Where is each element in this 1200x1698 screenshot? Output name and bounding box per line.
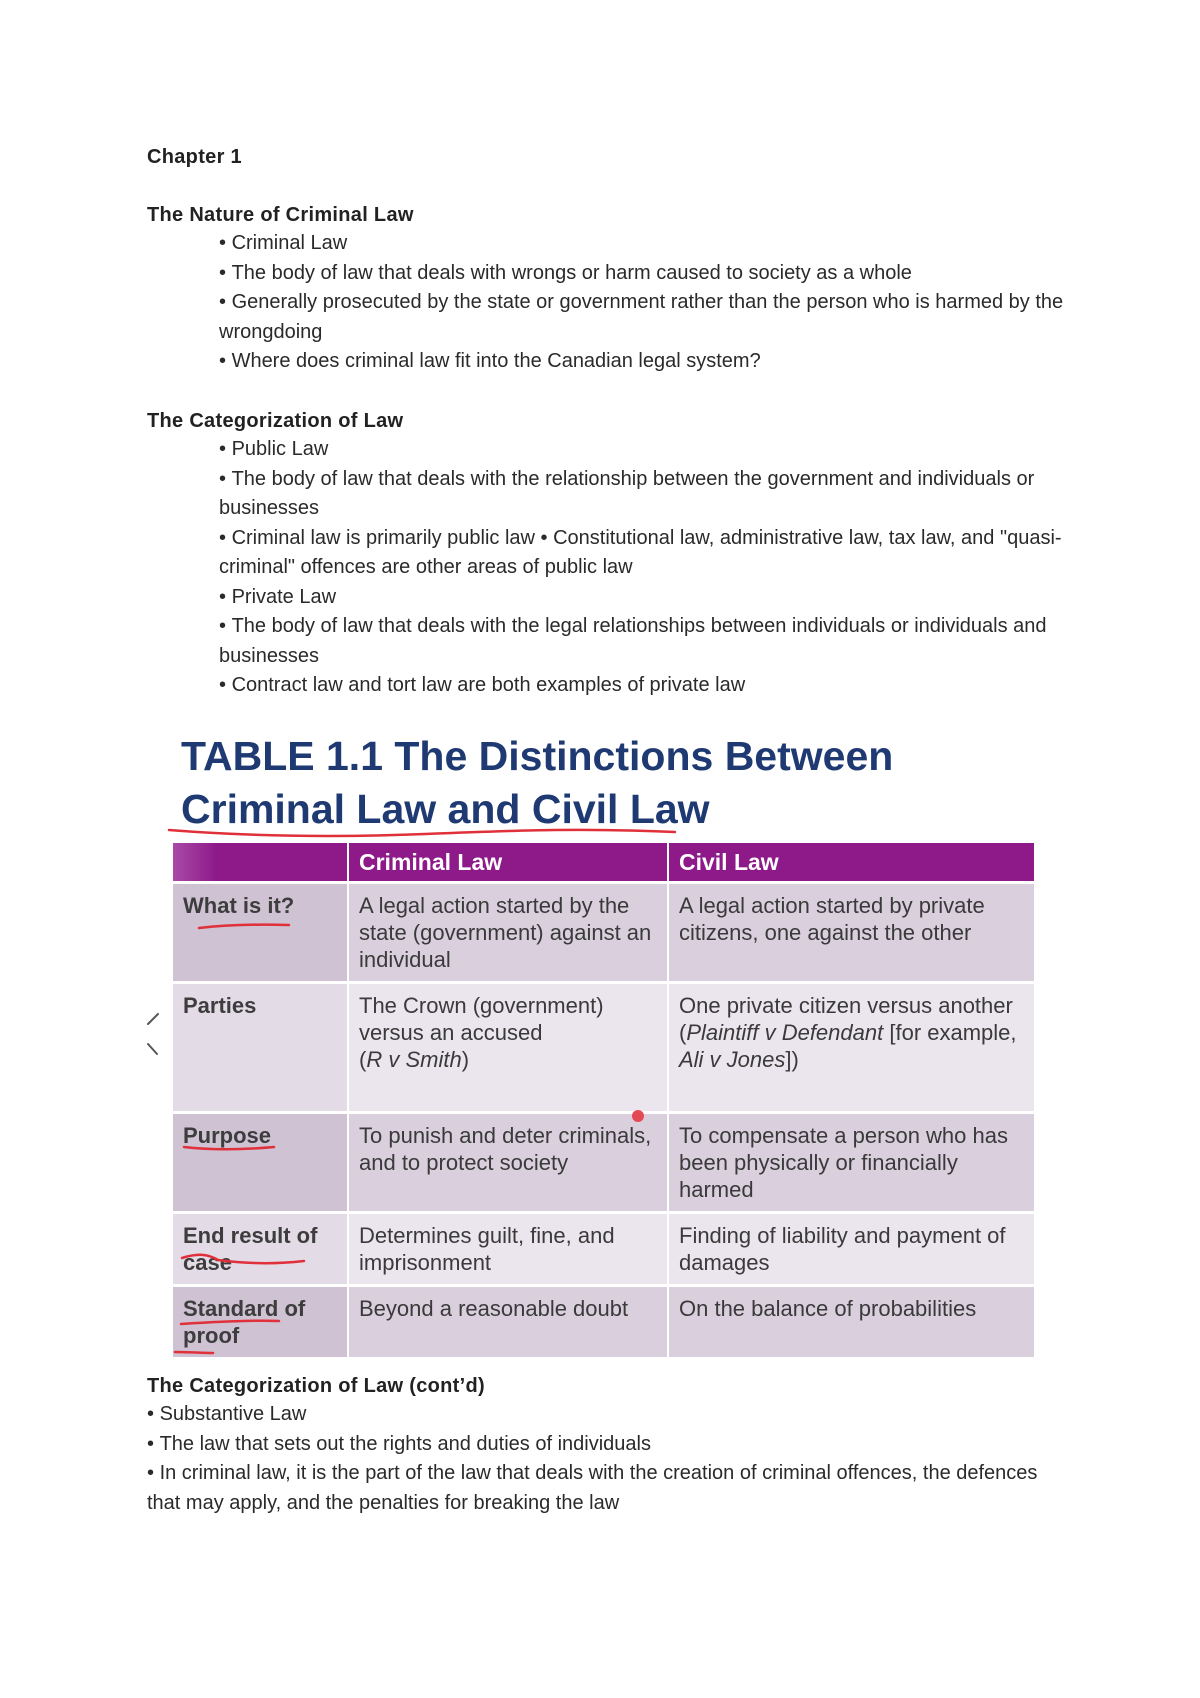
column-header-civil-law: Civil Law [668, 843, 1035, 883]
bullet-list [219, 435, 1067, 701]
section-heading: The Categorization of Law (cont’d) [147, 1375, 485, 1397]
case-name: Ali v Jones [679, 1047, 786, 1072]
column-header-empty [173, 843, 348, 883]
distinctions-table [173, 843, 1036, 1357]
list-item: • Public Law [219, 435, 1067, 465]
list-item: • Private Law [219, 583, 1067, 613]
cell-text: One private citizen versus another [679, 993, 1013, 1018]
table-row [173, 1213, 1035, 1286]
red-dot-annotation [630, 1108, 646, 1124]
handwritten-underline-annotation [165, 822, 685, 842]
table-row [173, 1286, 1035, 1358]
civil-cell: One private citizen versus another (Plaintiff v Defendant [for example, Ali v Jones]) [668, 983, 1035, 1113]
civil-cell: Finding of liability and payment of damages [668, 1213, 1035, 1286]
list-item: • Contract law and tort law are both examples of private law [219, 671, 1067, 701]
table-row [173, 883, 1035, 983]
case-name: R v Smith [366, 1047, 462, 1072]
table-row [173, 983, 1035, 1113]
handwritten-underline-annotation [180, 1140, 280, 1154]
list-item: • The law that sets out the rights and duties of individuals [147, 1430, 1067, 1460]
row-label: Parties [173, 983, 348, 1113]
row-label: Standard of proof [173, 1286, 348, 1358]
civil-cell: On the balance of probabilities [668, 1286, 1035, 1358]
civil-cell: To compensate a person who has been physically or financially harmed [668, 1113, 1035, 1213]
table-row [173, 1113, 1035, 1213]
section-heading: The Nature of Criminal Law [147, 204, 414, 226]
list-item: • Criminal Law [219, 229, 1067, 259]
section-categorization-of-law-contd [147, 1375, 1067, 1518]
cell-text: The Crown (government) versus an accused [359, 993, 604, 1045]
list-item: • Criminal law is primarily public law • Constitutional law, administrative law, tax law, and "quasi-criminal" offences are other areas of public law [219, 524, 1067, 583]
bullet-list [147, 1400, 1067, 1518]
criminal-cell: The Crown (government) versus an accused (R v Smith) [348, 983, 668, 1113]
chapter-label: Chapter 1 [147, 146, 242, 168]
list-item: • Where does criminal law fit into the Canadian legal system? [219, 347, 1067, 377]
cell-text: [for example, [889, 1020, 1017, 1045]
table-title: TABLE 1.1 The Distinctions Between Criminal Law and Civil Law [181, 733, 894, 832]
case-name: Plaintiff v Defendant [686, 1020, 884, 1045]
section-categorization-of-law [147, 410, 1067, 701]
handwritten-underline-annotation [195, 920, 295, 934]
column-header-criminal-law: Criminal Law [348, 843, 668, 883]
section-nature-of-criminal-law [147, 204, 1067, 377]
criminal-cell: Determines guilt, fine, and imprisonment [348, 1213, 668, 1286]
list-item: • Generally prosecuted by the state or government rather than the person who is harmed by the wrongdoing [219, 288, 1067, 347]
cell-text: ]) [785, 1047, 799, 1072]
handwritten-underline-annotation [173, 1318, 293, 1358]
list-item: • The body of law that deals with the relationship between the government and individuals or businesses [219, 465, 1067, 524]
table-header-row [173, 843, 1035, 883]
criminal-cell: To punish and deter criminals, and to protect society [348, 1113, 668, 1213]
civil-cell: A legal action started by private citizens, one against the other [668, 883, 1035, 983]
section-heading: The Categorization of Law [147, 410, 404, 432]
row-label: End result of case [173, 1213, 348, 1286]
criminal-cell: A legal action started by the state (government) against an individual [348, 883, 668, 983]
list-item: • The body of law that deals with wrongs or harm caused to society as a whole [219, 259, 1067, 289]
list-item: • The body of law that deals with the legal relationships between individuals or individuals and businesses [219, 612, 1067, 671]
handwritten-underline-annotation [178, 1250, 308, 1272]
row-label: What is it? [173, 883, 348, 983]
list-item: • Substantive Law [147, 1400, 1067, 1430]
bullet-list [219, 229, 1067, 377]
row-label: Purpose [173, 1113, 348, 1213]
checkmark-annotation [140, 1010, 166, 1060]
criminal-cell: Beyond a reasonable doubt [348, 1286, 668, 1358]
list-item: • In criminal law, it is the part of the law that deals with the creation of criminal offences, the defences that may apply, and the penalties for breaking the law [147, 1459, 1067, 1518]
